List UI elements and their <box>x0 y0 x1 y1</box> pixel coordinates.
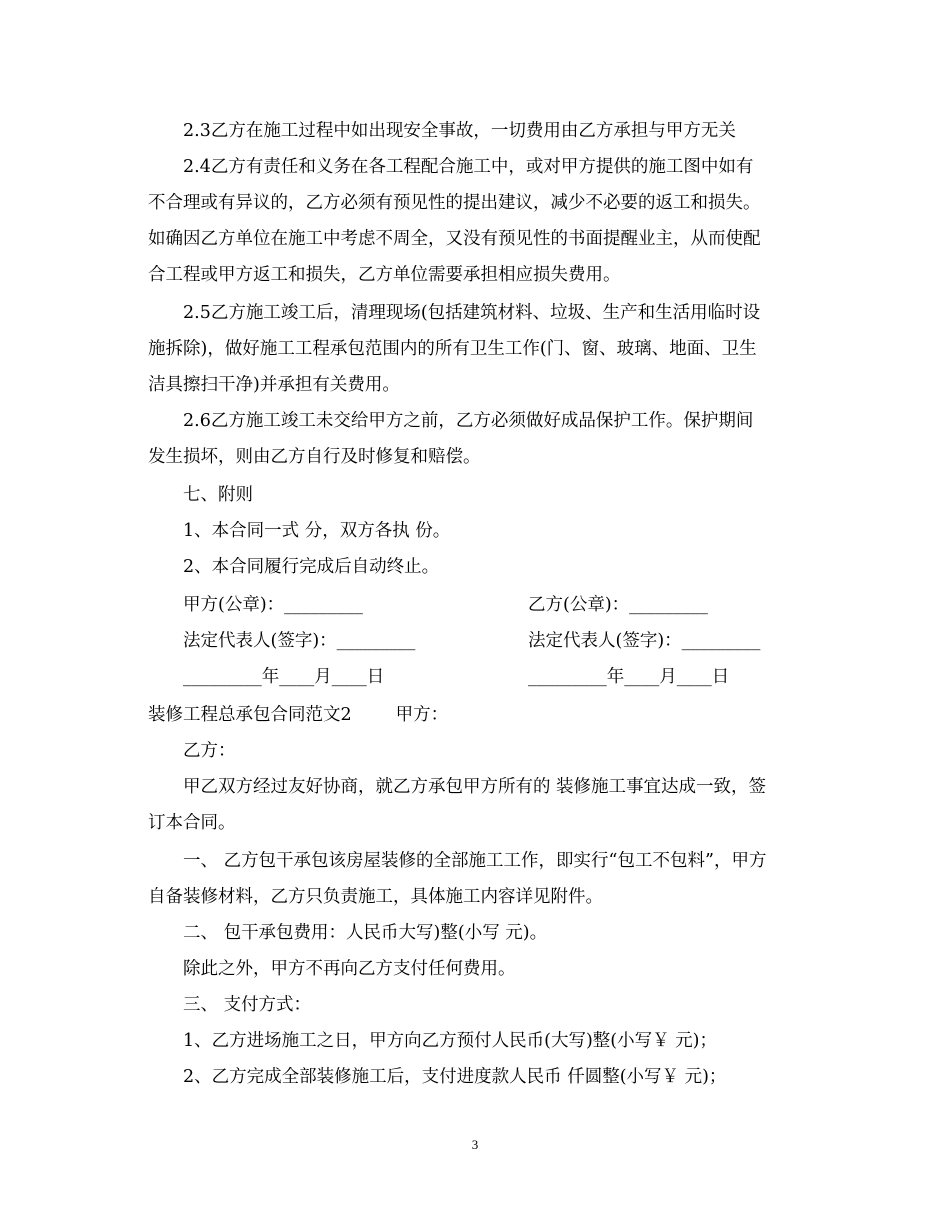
section2-item-2-note: 除此之外，甲方不再向乙方支付任何费用。 <box>183 959 516 979</box>
party-a-date: _________年____月____日 <box>183 667 385 687</box>
clause-2-6-line-1: 2.6乙方施工竣工未交给甲方之前，乙方必须做好成品保护工作。保护期间 <box>183 411 754 431</box>
section2-intro-line-1: 甲乙双方经过友好协商，就乙方承包甲方所有的 装修施工事宜达成一致，签 <box>183 777 767 797</box>
party-b-representative: 法定代表人(签字)：_________ <box>528 631 761 651</box>
party-b-seal: 乙方(公章)：_________ <box>528 595 708 615</box>
clause-2-5-line-2: 施拆除)，做好施工工程承包范围内的所有卫生工作(门、窗、玻璃、地面、卫生 <box>148 339 757 359</box>
section2-item-3-heading: 三、 支付方式： <box>183 995 312 1015</box>
section2-party-b: 乙方： <box>183 741 236 761</box>
section2-title-row <box>148 704 448 726</box>
section2-intro-line-2: 订本合同。 <box>148 813 236 833</box>
annex-item-2: 2、本合同履行完成后自动终止。 <box>183 557 440 577</box>
payment-item-2: 2、乙方完成全部装修施工后，支付进度款人民币 仟圆整(小写￥ 元)； <box>183 1067 727 1087</box>
clause-2-3: 2.3乙方在施工过程中如出现安全事故，一切费用由乙方承担与甲方无关 <box>183 121 736 141</box>
party-a-representative: 法定代表人(签字)：_________ <box>183 631 416 651</box>
clause-2-4-line-2: 不合理或有异议的，乙方必须有预见性的提出建议，减少不必要的返工和损失。 <box>148 193 761 213</box>
clause-2-5-line-3: 洁具擦扫干净)并承担有关费用。 <box>148 375 400 395</box>
page-number: 3 <box>471 1137 479 1152</box>
section2-title: 装修工程总承包合同范文2 <box>148 705 352 725</box>
section2-party-a: 甲方： <box>395 705 449 725</box>
party-b-date: _________年____月____日 <box>528 667 730 687</box>
party-a-seal: 甲方(公章)：_________ <box>183 595 363 615</box>
section-seven-heading: 七、附则 <box>183 485 253 505</box>
clause-2-4-line-1: 2.4乙方有责任和义务在各工程配合施工中，或对甲方提供的施工图中如有 <box>183 157 754 177</box>
clause-2-4-line-4: 合工程或甲方返工和损失，乙方单位需要承担相应损失费用。 <box>148 265 621 285</box>
annex-item-1: 1、本合同一式 分，双方各执 份。 <box>183 521 451 541</box>
section2-item-2: 二、 包干承包费用：人民币大写)整(小写 元)。 <box>183 923 548 943</box>
clause-2-5-line-1: 2.5乙方施工竣工后，清理现场(包括建筑材料、垃圾、生产和生活用临时设 <box>183 303 761 323</box>
clause-2-6-line-2: 发生损坏，则由乙方自行及时修复和赔偿。 <box>148 447 481 467</box>
payment-item-1: 1、乙方进场施工之日，甲方向乙方预付人民币(大写)整(小写￥ 元)； <box>183 1031 718 1051</box>
clause-2-4-line-3: 如确因乙方单位在施工中考虑不周全，又没有预见性的书面提醒业主，从而使配 <box>148 229 761 249</box>
section2-item-1-line-1: 一、 乙方包干承包该房屋装修的全部施工工作，即实行“包工不包料”，甲方 <box>183 851 767 871</box>
section2-item-1-line-2: 自备装修材料，乙方只负责施工，具体施工内容详见附件。 <box>148 887 603 907</box>
